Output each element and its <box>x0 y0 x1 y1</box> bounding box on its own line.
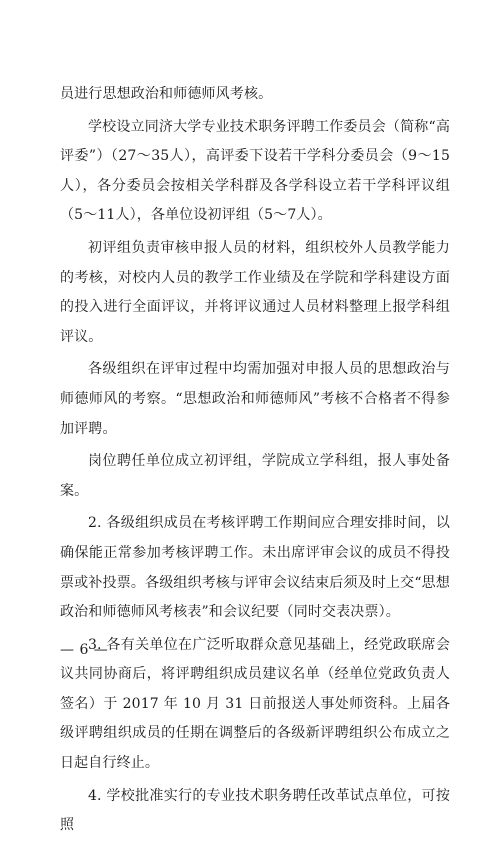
document-body <box>60 80 450 844</box>
paragraph-3: 初评组负责审核申报人员的材料，组织校外人员教学能力的考核，对校内人员的教学工作业绩及在学院和学科建设方面的投入进行全面评议，并将评议通过人员材料整理上报学科组评议。 <box>60 239 450 345</box>
paragraph-8: 4. 学校批准实行的专业技术职务聘任改革试点单位，可按照 <box>60 787 450 834</box>
paragraph-1: 员进行思想政治和师德师风考核。 <box>60 86 273 102</box>
paragraph-2: 学校设立同济大学专业技术职务评聘工作委员会（简称“高评委”）（27～35人），高评委下设若干学科分委员会（9～15人），各分委员会按相关学科群及各学科设立若干学科评议组（5～11人），各单位设初评组（5～7人）。 <box>60 118 450 224</box>
page-number: — 6 — <box>60 642 109 658</box>
paragraph-4: 各级组织在评审过程中均需加强对申报人员的思想政治与师德师风的考察。“思想政治和师德师风”考核不合格者不得参加评聘。 <box>60 361 450 437</box>
paragraph-7: 3. 各有关单位在广泛听取群众意见基础上，经党政联席会议共同协商后，将评聘组织成员建议名单（经单位党政负责人签名）于 2017 年 10 月 31 日前报送人事处师资科。上届各级评聘组织成员的任期在调整后的各级新评聘组织公布成立之日起自行终止。 <box>60 636 450 772</box>
paragraph-6: 2. 各级组织成员在考核评聘工作期间应合理安排时间，以确保能正常参加考核评聘工作。未出席评审会议的成员不得投票或补投票。各级组织考核与评审会议结束后须及时上交“思想政治和师德师风考核表”和会议纪要（同时交表决票）。 <box>60 515 450 621</box>
paragraph-5: 岗位聘任单位成立初评组，学院成立学科组，报人事处备案。 <box>60 453 450 499</box>
